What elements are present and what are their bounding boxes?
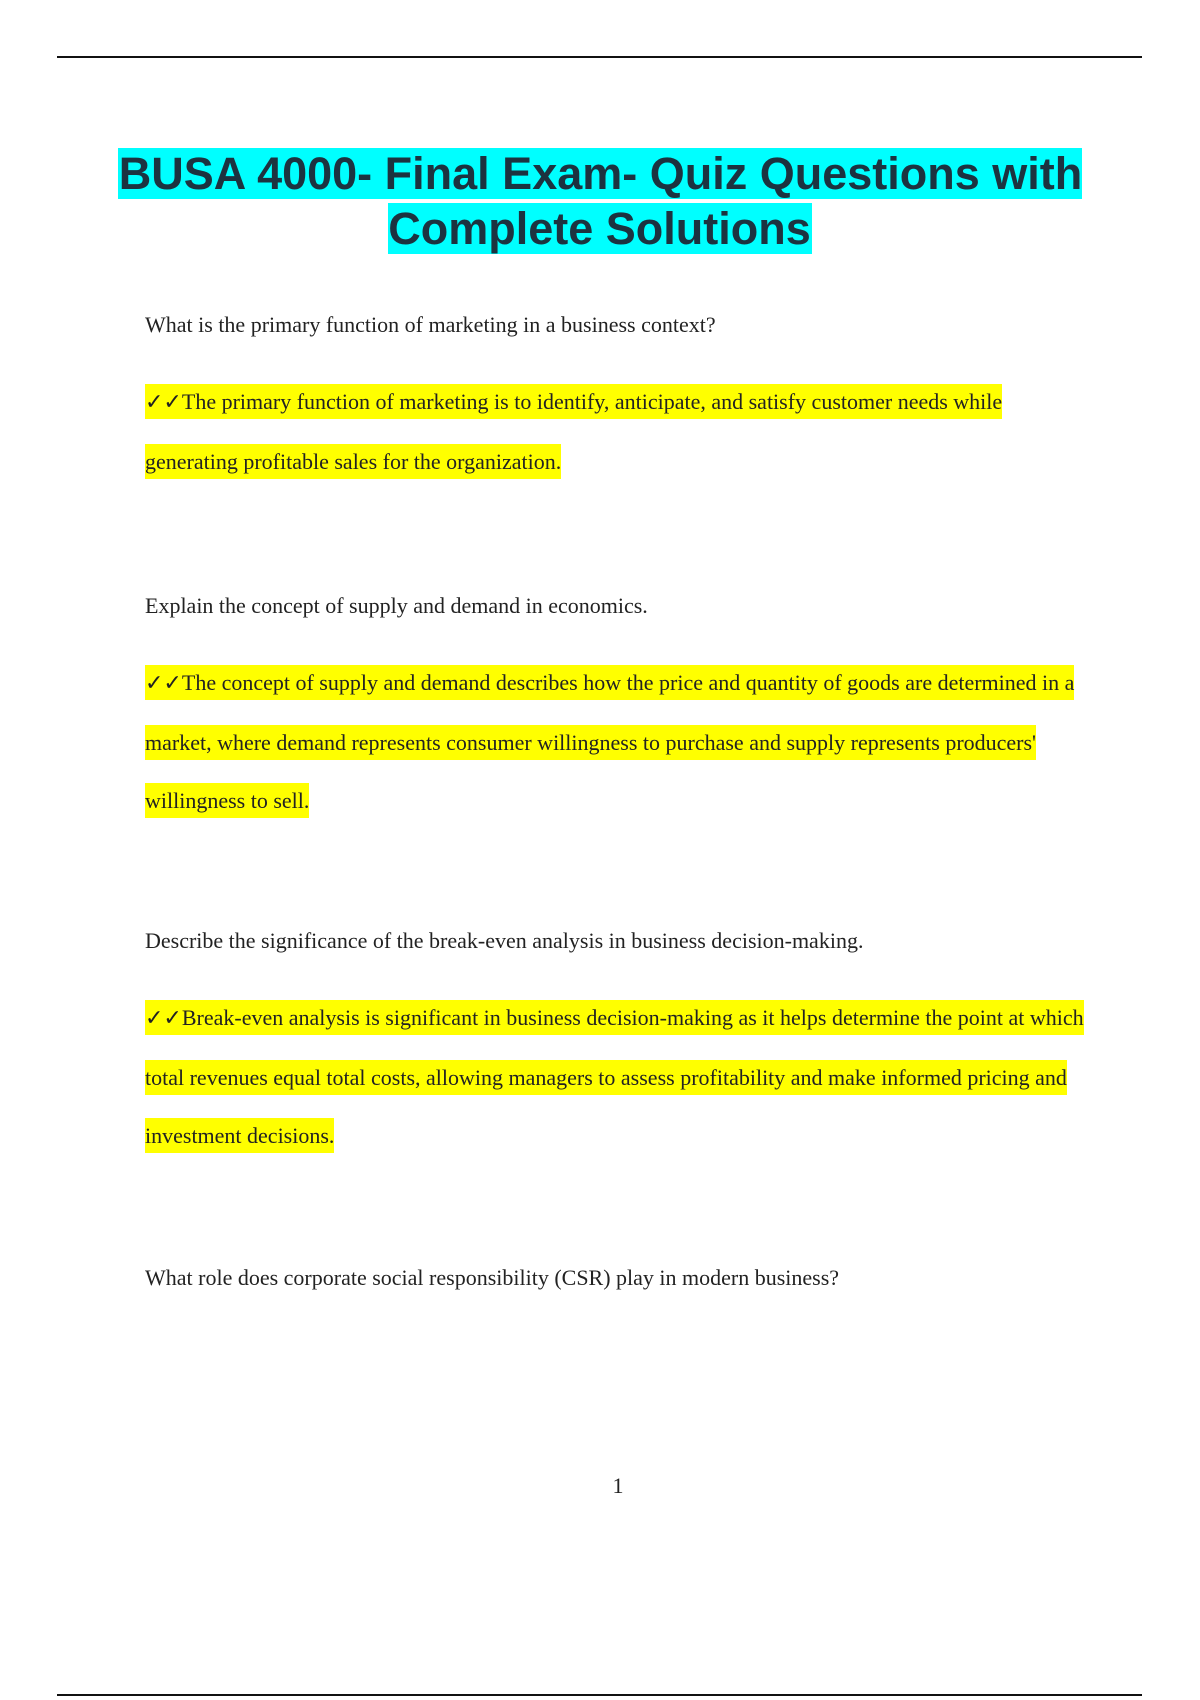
- double-check-icon: ✓✓: [145, 390, 182, 415]
- question-4: What role does corporate social responsibility (CSR) play in modern business?: [145, 1265, 840, 1290]
- top-rule: [57, 56, 1142, 58]
- double-check-icon: ✓✓: [145, 1006, 182, 1031]
- bottom-rule: [57, 1694, 1142, 1696]
- title-highlight: BUSA 4000- Final Exam- Quiz Questions with Complete Solutions: [118, 148, 1083, 254]
- answer-3-text: Break-even analysis is significant in business decision-making as it helps determine the point at which total revenues equal total costs, allowing managers to assess profitability and make informed pricing and investment decisions.: [145, 1005, 1084, 1148]
- page-number: 1: [612, 1473, 624, 1498]
- answer-1: [145, 373, 1095, 491]
- answer-3-highlight: [145, 1000, 1084, 1153]
- answer-2-highlight: [145, 665, 1074, 818]
- answer-1-highlight: [145, 384, 1002, 479]
- answer-2-text: The concept of supply and demand describes how the price and quantity of goods are determined in a market, where demand represents consumer willingness to purchase and supply represents producers' willingness to sell.: [145, 670, 1075, 813]
- answer-1-text: The primary function of marketing is to identify, anticipate, and satisfy customer needs while generating profitable sales for the organization.: [145, 389, 1003, 474]
- answer-2: [145, 654, 1095, 831]
- question-1: What is the primary function of marketing in a business context?: [145, 312, 716, 337]
- document-title: [60, 146, 1140, 256]
- question-2: Explain the concept of supply and demand in economics.: [145, 593, 648, 618]
- double-check-icon: ✓✓: [145, 671, 182, 696]
- question-3: Describe the significance of the break-even analysis in business decision-making.: [145, 928, 864, 953]
- answer-3: [145, 989, 1095, 1166]
